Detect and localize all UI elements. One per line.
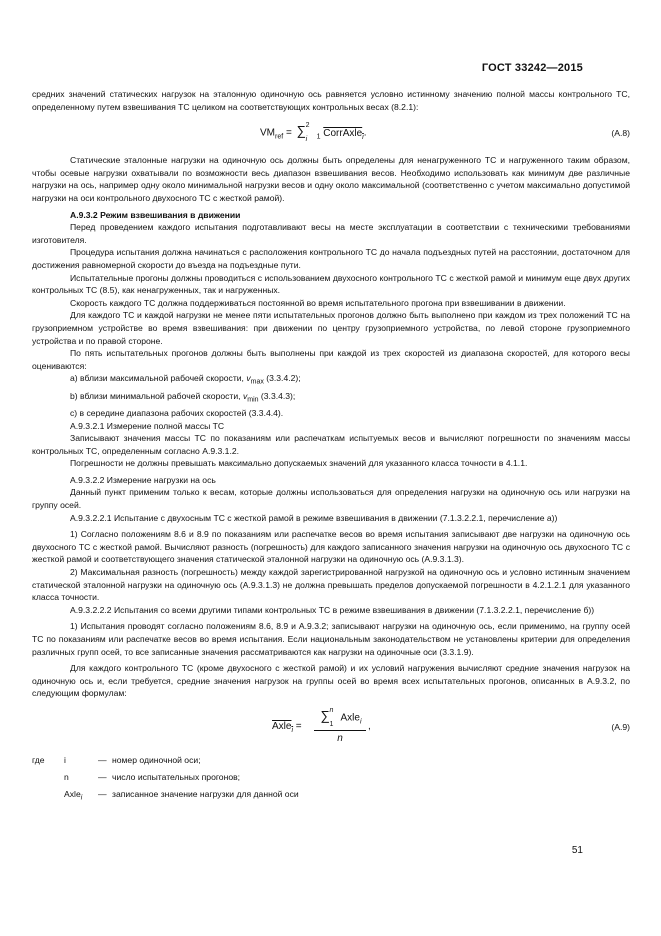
legend-row: где i — номер одиночной оси; [32,754,201,765]
paragraph: А.9.3.2.2.1 Испытание с двухосным ТС с жесткой рамой в режиме взвешивания в движении (7.1.3.2.2.1, перечисление а)) [70,512,558,523]
paragraph: Для каждого контрольного ТС (кроме двухосного с жесткой рамой) и их условий нагружения вычисляют средние значения нагрузок на одиночную ось и, если требуется, средние значения нагрузок на группы осей во время всех испытательных прогонов, описанных в А.9.3.2, по следующим формулам: [32,663,630,699]
paragraph: Перед проведением каждого испытания подготавливают весы на месте эксплуатации в соответствии с техническими требованиями изготовителя. [32,222,630,245]
paragraph: средних значений статических нагрузок на эталонную одиночную ось равняется условно истинному значению полной массы контрольного ТС, определенному путем взвешивания ТС целиком на соответствующих контрольных весах (8.2.1): [32,89,630,112]
paragraph: А.9.3.2.2.2 Испытания со всеми другими типами контрольных ТС в режиме взвешивания в движении (7.1.3.2.2.1, перечисление б)) [70,604,595,615]
section-heading: А.9.3.2 Режим взвешивания в движении [70,209,241,220]
subsection-heading: А.9.3.2.2 Измерение нагрузки на ось [70,474,216,485]
formula: $VM_{ref}$ = ∑ 2 i $_1$ CorrAxle$_i$. [260,122,367,144]
list-item: b) вблизи минимальной рабочей скорости, $v_{min}$ (3.3.4.3); [70,390,296,404]
paragraph: 1) Согласно положениям 8.6 и 8.9 по показаниям или распечатке весов во время испытания записывают две нагрузки на одиночную ось двухосного ТС с жесткой рамой. Вычисляют разность (погрешность) для каждого записанного значения нагрузки на одиночную ось двухосного ТС с жесткой рамой и соответствующего значения статической эталонной нагрузки на одиночную ось (А.9.3.1.3). [32,529,630,565]
paragraph: По пять испытательных прогонов должны быть выполнены при каждой из трех скоростей из диапазона скоростей, для которого весы оцениваются: [32,348,630,371]
paragraph: Погрешности не должны превышать максимально допускаемых значений для указанного класса точности в 4.1.1. [70,458,528,469]
paragraph: Записывают значения массы ТС по показаниям или распечаткам испытуемых весов и вычисляют погрешности по значениям массы контрольных ТС, определенным согласно А.9.3.1.2. [32,433,630,456]
sum-symbol: ∑ n 1 [320,706,334,728]
denominator: n [337,733,343,745]
equation-a9: Axle$_i$ = ∑ n 1 Axle$_i$ n , (A.9) [272,706,630,745]
subsection-heading: А.9.3.2.1 Измерение полной массы ТС [70,420,225,431]
formula-lhs: Axle$_i$ = [272,720,302,734]
sum-symbol: ∑ 2 i [296,122,310,144]
legend-row: Axle$_i$ — записанное значение нагрузки для данной оси [64,788,299,802]
paragraph: Процедура испытания должна начинаться с расположения контрольного ТС до начала подъездных путей на расстоянии, достаточном для достижения равномерной скорости до въезда на подъездные пути. [32,247,630,270]
numerator: ∑ n 1 Axle$_i$ [314,708,366,731]
page-content [32,88,630,805]
paragraph: 1) Испытания проводят согласно положениям 8.6, 8.9 и А.9.3.2; записывают нагрузки на одиночную ось, если применимо, на группу осей ТС по показаниям или распечатке весов во время испытания. Если национальным законодательством не установлены критерии для определения различных групп осей, то все записанные значения рассматриваются как нагрузки на одиночные оси (3.3.1.9). [32,621,630,657]
paragraph: Статические эталонные нагрузки на одиночную ось должны быть определены для ненагруженного ТС и нагруженного таким образом, чтобы осевые нагрузки охватывали по возможности весь диапазон взвешивания весов. Необходимо использовать как минимум две различные нагрузки на ось, например одну около минимальной нагрузки весов и одну около максимальной (соответственно с учетом максимально допустимой нагрузки на оси контрольного двухосного ТС с жесткой рамой). [32,155,630,203]
equation-number: (A.8) [611,128,630,139]
paragraph: Скорость каждого ТС должна поддерживаться постоянной во время испытательного прогона при взвешивании в движении. [70,297,566,308]
formula-fraction [314,708,366,746]
corr-axle-term: CorrAxle$_i$ [323,127,364,141]
page-number: 51 [571,845,583,856]
paragraph: Данный пункт применим только к весам, которые должны использоваться для определения нагрузки на одиночную ось или нагрузки на группу осей. [32,487,630,511]
list-item: c) в середине диапазона рабочих скоростей (3.3.4.4). [70,407,284,418]
legend-row: n — число испытательных прогонов; [64,771,241,782]
standard-header: ГОСТ 33242—2015 [481,62,583,74]
paragraph: Для каждого ТС и каждой нагрузки не менее пяти испытательных прогонов должно быть выполнено при каждом из трех положений ТС на грузоприемном устройстве во время взвешивания: при движении по центру грузоприемного устройства, по левой стороне грузоприемного устройства и по правой стороне. [32,310,630,346]
list-item: а) вблизи максимальной рабочей скорости, $v_{max}$ (3.3.4.2); [70,373,301,386]
equation-number: (A.9) [611,721,630,732]
paragraph: Испытательные прогоны должны проводиться с использованием двухосного контрольного ТС с жесткой рамой и минимум еще двух других контрольных ТС (8.5), как ненагруженных, так и нагруженных. [32,272,630,296]
paragraph: 2) Максимальная разность (погрешность) между каждой зарегистрированной нагрузкой на одиночную ось и условно истинным значением статической эталонной нагрузки на одиночную ось (А.9.3.1.3) не должна превышать пределов допускаемой погрешности в 4.2.1.2.1 для указанного класса точности. [32,567,630,603]
symbol-legend [32,754,299,805]
equation-a8 [32,120,630,148]
